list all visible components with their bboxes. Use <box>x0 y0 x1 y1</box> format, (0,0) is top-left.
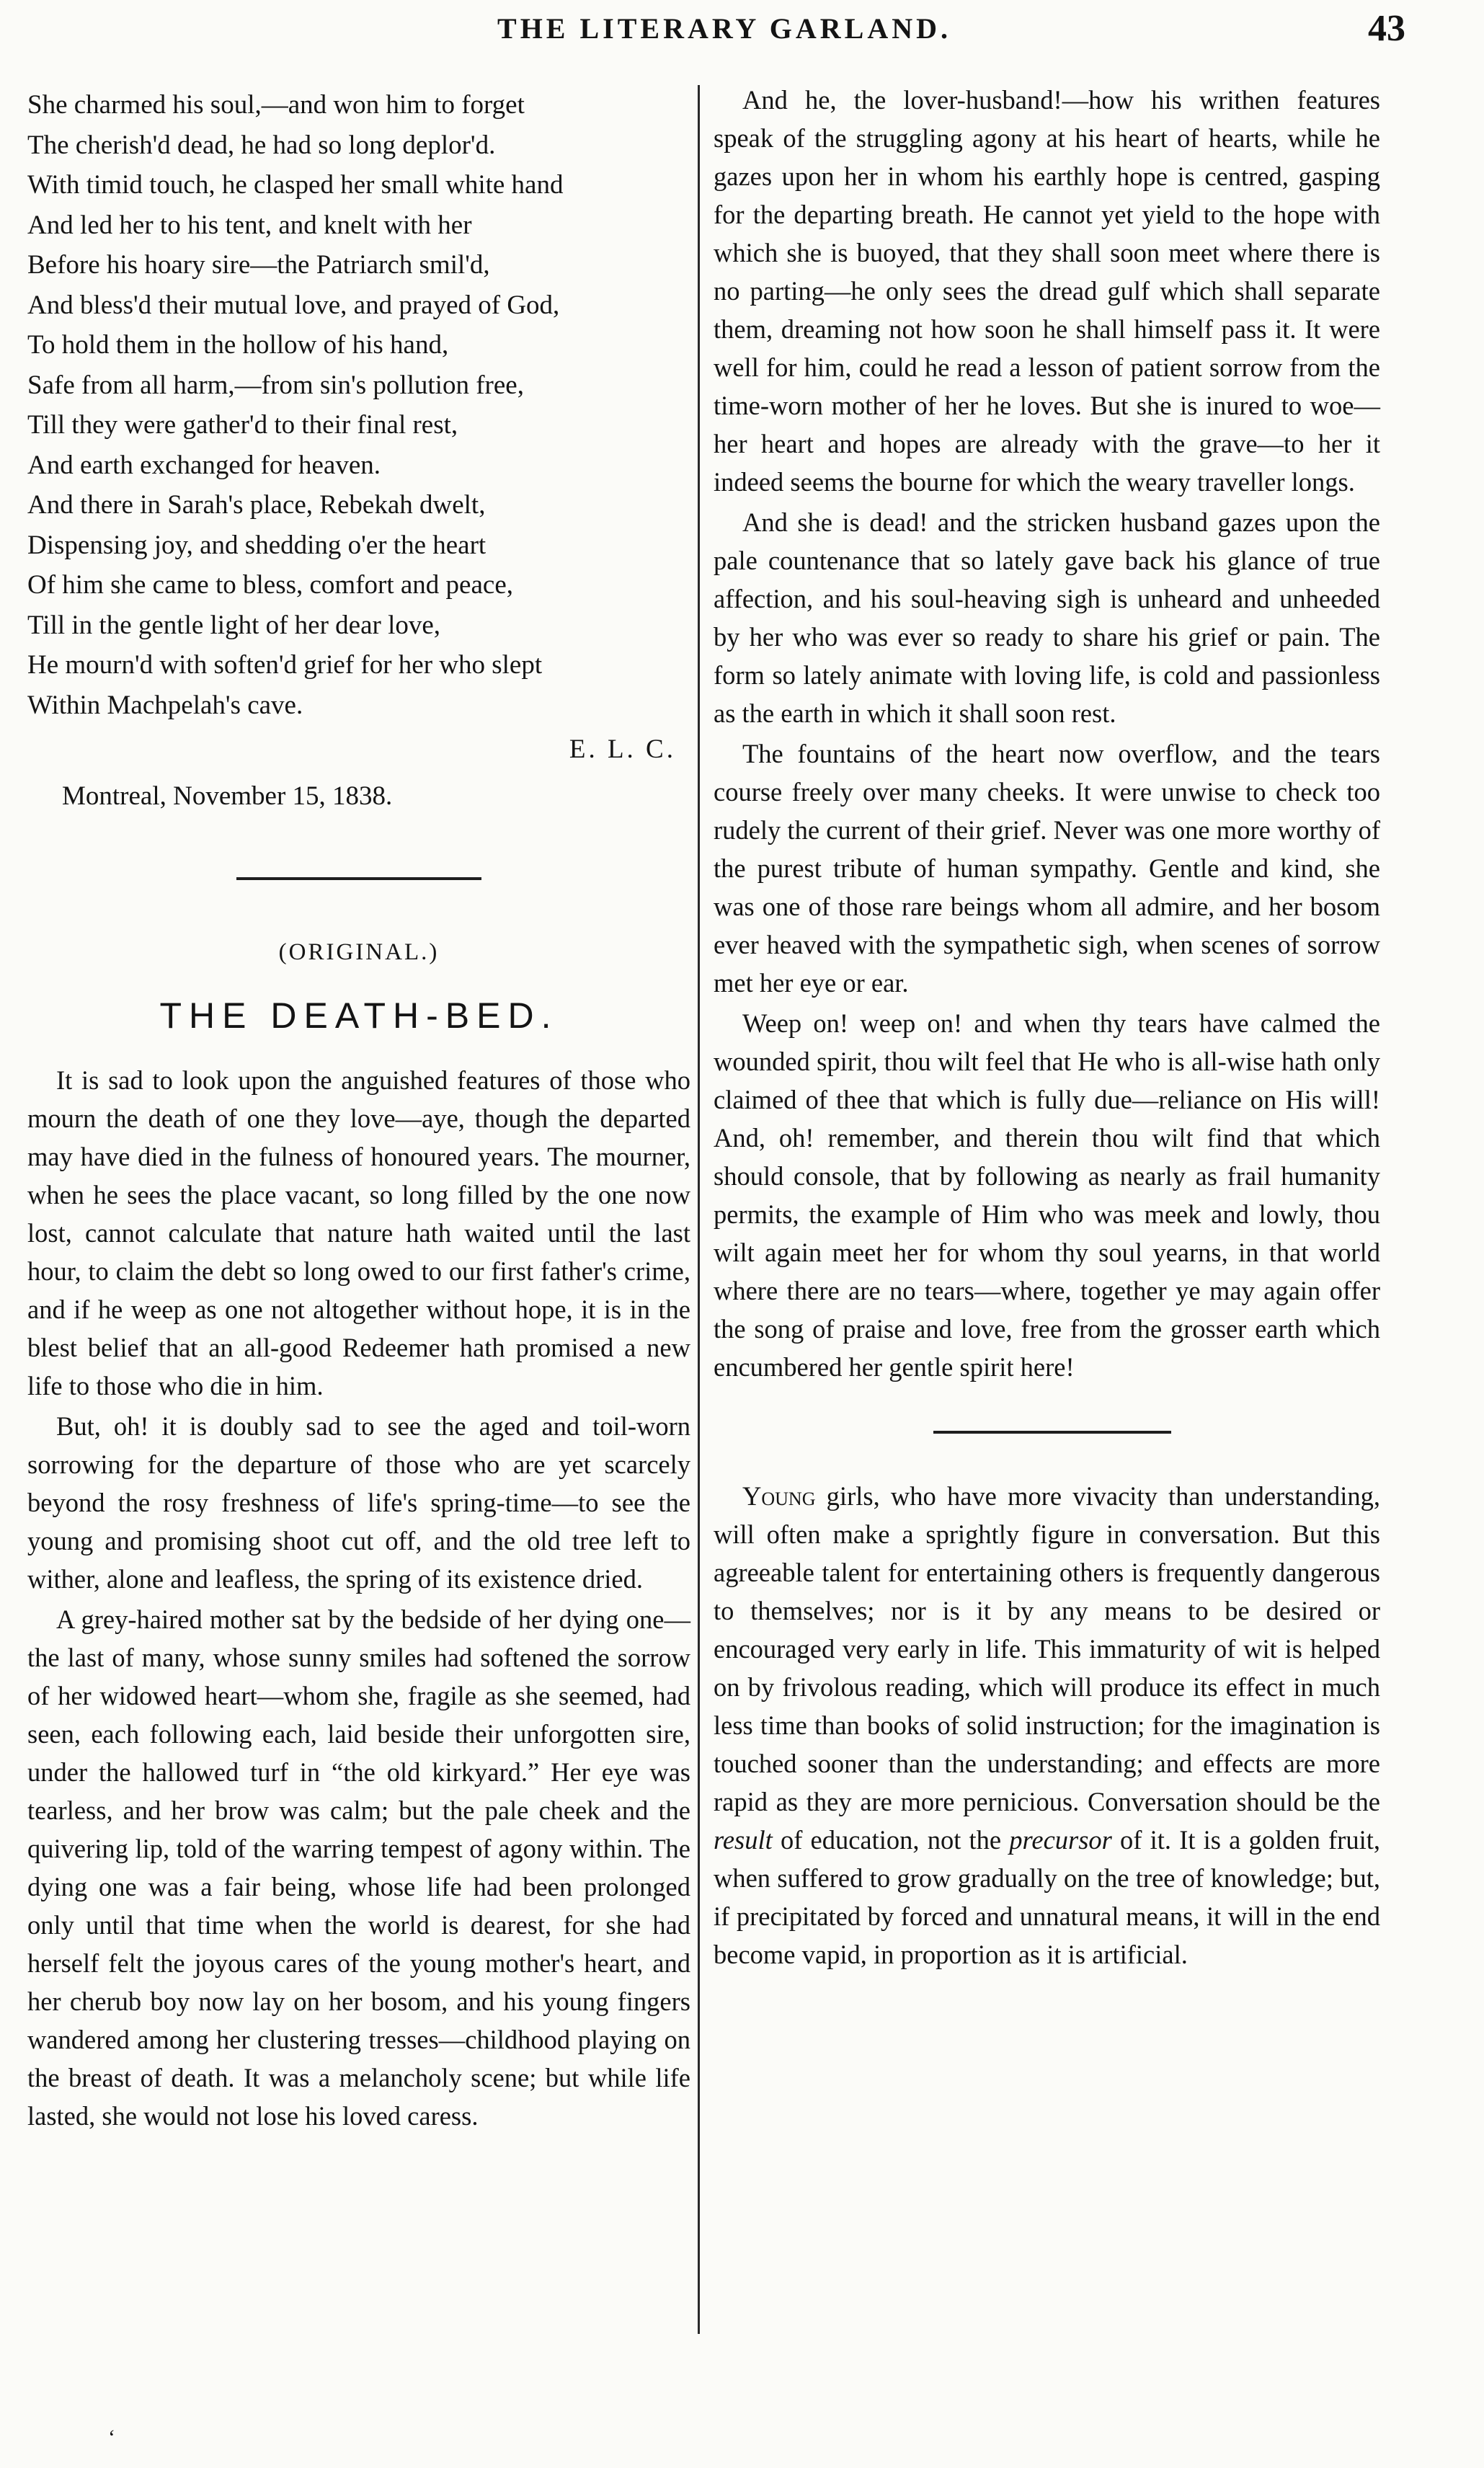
poem-line: With timid touch, he clasped her small white hand <box>27 170 564 200</box>
article-paragraph: And he, the lover-husband!—how his writhen features speak of the struggling agony at his heart of hearts, while he gazes upon her in whom his earthly hope is centred, gasping for the departing breath. He cannot yet yield to the hope with which she is buoyed, that they shall soon meet where there is no parting—he only sees the dread gulf which shall separate them, dreaming not how soon he shall himself pass it. It were well for him, could he read a lesson of patient sorrow from the time-worn mother of her he loves. But she is inured to woe—her heart and hopes are already with the grave—to her it indeed seems the bourne for which the weary traveller longs. <box>714 85 1380 497</box>
poem-dateline: Montreal, November 15, 1838. <box>62 781 393 811</box>
poem-line: To hold them in the hollow of his hand, <box>27 330 449 360</box>
running-title: THE LITERARY GARLAND. <box>497 12 951 45</box>
poem-line: And there in Sarah's place, Rebekah dwelt, <box>27 490 486 520</box>
poem-line: Dispensing joy, and shedding o'er the heart <box>27 530 486 560</box>
essay-italic: precursor <box>1009 1825 1112 1855</box>
essay-text: of it. It is a golden fruit, when suffered to grow gradually on the tree of knowledge; but, if precipitated by forced and unnatural means, it will in the end become vapid, in proportion as it is artificial. <box>714 1825 1380 1969</box>
essay-paragraph <box>714 1477 1380 1974</box>
article-paragraph: It is sad to look upon the anguished features of those who mourn the death of one they love—aye, though the departed may have died in the fulness of honoured years. The mourner, when he sees the place vacant, so long filled by the one now lost, cannot calculate that nature hath waited until the last hour, to claim the debt so long owed to our first father's crime, and if he weep as one not altogether without hope, it is in the blest belief that an all-good Redeemer hath promised a new life to those who die in him. <box>27 1065 690 1401</box>
poem-line: Till they were gather'd to their final rest, <box>27 410 458 440</box>
poem-line: She charmed his soul,—and won him to forget <box>27 90 525 120</box>
poem-signature: E. L. C. <box>569 734 676 764</box>
article-paragraph: A grey-haired mother sat by the bedside of her dying one—the last of many, whose sunny smiles had softened the sorrow of her widowed heart—whom she, fragile as she seemed, had seen, each following each, laid beside their unforgotten sire, under the hallowed turf in “the old kirkyard.” Her eye was tearless, and her brow was calm; but the pale cheek and the quivering lip, told of the warring tempest of agony within. The dying one was a fair being, whose life had been prolonged only until that time when the world is dearest, for she had herself felt the joyous cares of the young mother's heart, and her cherub boy now lay on her bosom, and his young fingers wandered among her clustering tresses—childhood playing on the breast of death. It was a melancholy scene; but while life lasted, she would not lose his loved caress. <box>27 1604 690 2131</box>
poem-line: Of him she came to bless, comfort and peace, <box>27 570 513 600</box>
article-paragraph: And she is dead! and the stricken husband gazes upon the pale countenance that so lately gave back his glance of true affection, and his soul-heaving sigh is unheard and unheeded by her who was ever so ready to share his grief or pain. The form so lately animate with loving life, is cold and passionless as the earth in which it shall soon rest. <box>714 507 1380 728</box>
column-divider <box>698 85 700 2334</box>
poem-line: Safe from all harm,—from sin's pollution free, <box>27 370 524 400</box>
poem-line: Till in the gentle light of her dear love, <box>27 610 441 640</box>
poem-line: He mourn'd with soften'd grief for her who slept <box>27 650 543 680</box>
poem-line: The cherish'd dead, he had so long deplor'd. <box>27 130 496 160</box>
essay-italic: result <box>714 1825 773 1855</box>
poem-line: Within Machpelah's cave. <box>27 690 303 720</box>
essay-text: girls, who have more vivacity than understanding, will often make a sprightly figure in conversation. But this agreeable talent for entertaining others is frequently dangerous to themselves; nor is it by any means to be desired or encouraged very early in life. This immaturity of wit is helped on by frivolous reading, which will produce its effect in much less time than books of solid instruction; for the imagination is touched sooner than the understanding; and effects are more rapid as they are more pernicious. Conversation should be the <box>714 1481 1380 1816</box>
section-rule <box>236 877 481 880</box>
section-rule <box>933 1431 1171 1434</box>
poem-line: And led her to his tent, and knelt with her <box>27 210 472 240</box>
article-paragraph: The fountains of the heart now overflow, and the tears course freely over many cheeks. It were unwise to check too rudely the current of their grief. Never was one more worthy of the purest tribute of human sympathy. Gentle and kind, she was one of those rare beings whom all admire, and her bosom ever heaved with the sympathetic sigh, when scenes of sorrow met her eye or ear. <box>714 739 1380 998</box>
poem-line: Before his hoary sire—the Patriarch smil'd, <box>27 250 490 280</box>
essay-text: of education, not the <box>772 1825 1010 1855</box>
right-column <box>714 81 1380 1976</box>
original-label: (ORIGINAL.) <box>278 939 440 965</box>
article-title: THE DEATH-BED. <box>159 995 559 1036</box>
article-paragraph: Weep on! weep on! and when thy tears have calmed the wounded spirit, thou wilt feel that He who is all-wise hath only claimed of thee that which is fully due—reliance on His will! And, oh! remember, and therein thou wilt find that which should console, that by following as nearly as frail humanity permits, the example of Him who was meek and lowly, thou wilt again meet her for whom thy soul yearns, in that world where there are no tears—where, together ye may again offer the song of praise and love, free from the grosser earth which encumbered her gentle spirit here! <box>714 1008 1380 1382</box>
stray-mark: ʻ <box>108 2425 115 2449</box>
poem-line: And bless'd their mutual love, and prayed of God, <box>27 290 560 320</box>
page-header <box>43 7 1405 58</box>
left-column <box>27 85 690 2137</box>
poem <box>27 85 690 725</box>
article-paragraph: But, oh! it is doubly sad to see the aged and toil-worn sorrowing for the departure of those who are yet scarcely beyond the rosy freshness of life's spring-time—to see the young and promising shoot cut off, and the old tree left to wither, alone and leafless, the spring of its existence dried. <box>27 1411 690 1594</box>
essay-lead-word: Young <box>742 1481 816 1511</box>
poem-line: And earth exchanged for heaven. <box>27 450 381 480</box>
page-number: 43 <box>1368 8 1405 49</box>
